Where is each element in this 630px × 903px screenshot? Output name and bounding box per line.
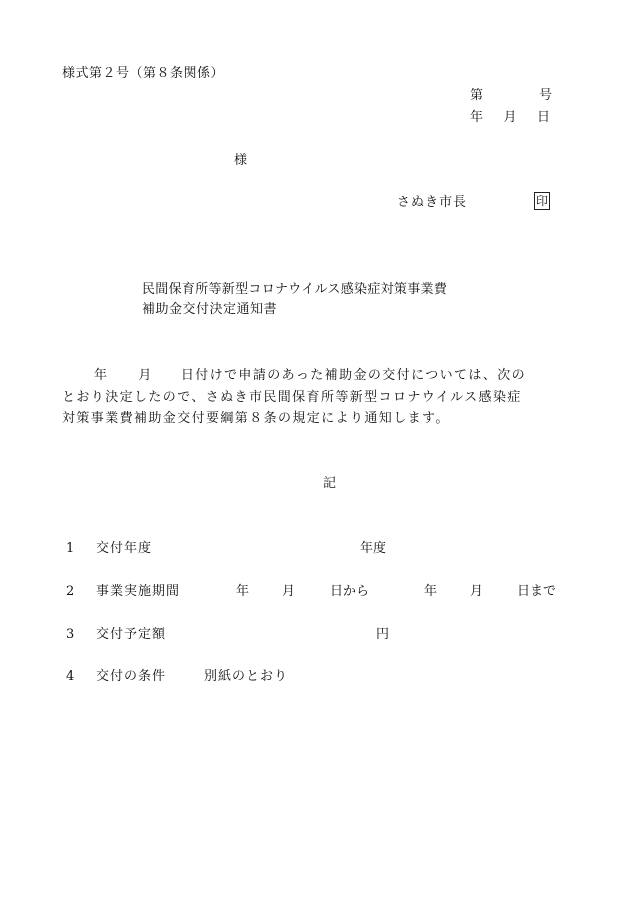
item-number: 3 [66,627,75,642]
body-text-line3: 対策事業費補助金交付要綱第８条の規定により通知します。 [62,411,450,426]
sender-name: さぬき市長 [397,195,468,210]
period-end-day: 日まで [517,584,557,599]
item-label-fiscal-year: 交付年度 [96,541,153,556]
item-number: 2 [66,584,75,599]
body-line1-rest: 日付けで申請のあった補助金の交付については、次の [180,368,527,383]
date-year: 年 [470,110,484,125]
period-end-month: 月 [470,584,484,599]
body-month: 月 [138,368,153,383]
document-number [470,88,552,104]
ki-heading: 記 [323,476,337,491]
doc-number-suffix: 号 [538,88,552,103]
item-number: 4 [66,669,75,684]
body-text-line1 [62,368,526,384]
period-start-day: 日から [330,584,370,599]
item-label-conditions: 交付の条件 [96,669,167,684]
body-text-line2: とおり決定したので、さぬき市民間保育所等新型コロナウイルス感染症 [62,390,522,405]
document-title-line2: 補助金交付決定通知書 [142,302,278,317]
item-label-period: 事業実施期間 [96,584,181,599]
item-label-amount: 交付予定額 [96,627,167,642]
amount-unit: 円 [376,627,390,642]
period-values [0,584,630,600]
period-end-year: 年 [424,584,438,599]
body-year: 年 [94,368,109,383]
addressee-honorific: 様 [234,153,248,168]
conditions-value: 別紙のとおり [204,669,289,684]
seal-mark: 印 [535,194,548,208]
period-start-year: 年 [236,584,250,599]
doc-number-prefix: 第 [470,88,484,103]
document-date [470,110,550,126]
form-number: 様式第２号（第８条関係） [62,66,225,81]
period-start-month: 月 [282,584,296,599]
date-day: 日 [536,110,550,125]
date-month: 月 [503,110,517,125]
item-number: 1 [66,541,75,556]
document-title-line1: 民間保育所等新型コロナウイルス感染症対策事業費 [142,282,448,297]
fiscal-year-unit: 年度 [360,541,387,556]
